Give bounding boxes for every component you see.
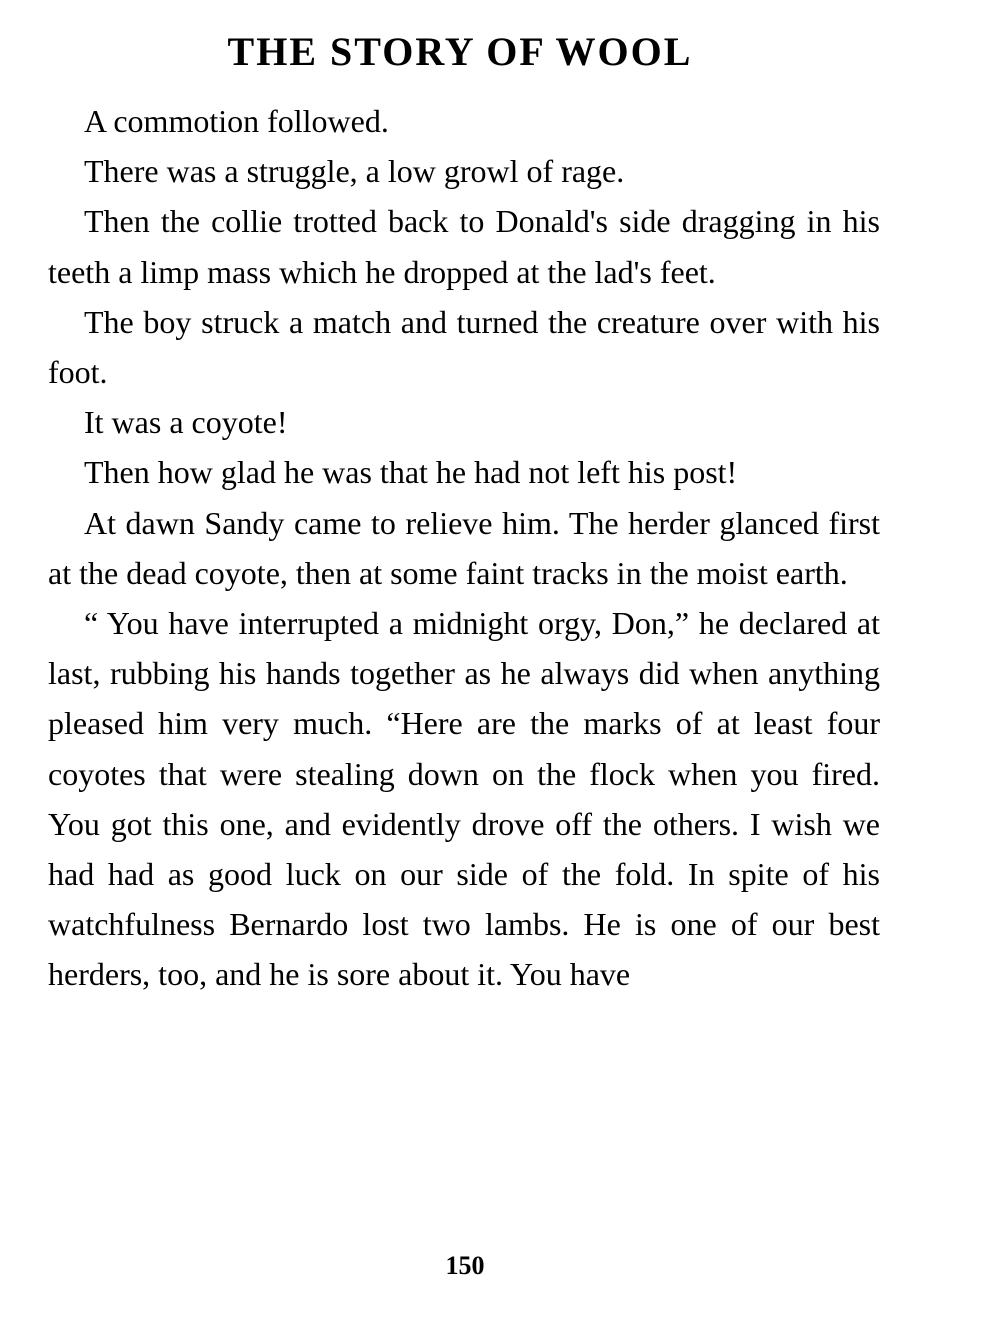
body-text — [48, 96, 880, 1000]
page-number: 150 — [445, 1251, 485, 1280]
paragraph: Then the collie trotted back to Donald's side dragging in his teeth a limp mass which he dropped at the lad's feet. — [48, 203, 880, 290]
paragraph: Then how glad he was that he had not left his post! — [84, 454, 738, 491]
paragraph: A commotion followed. — [84, 103, 389, 139]
paragraph: It was a coyote! — [84, 404, 288, 441]
running-head: THE STORY OF WOOL — [227, 29, 693, 74]
paragraph: “ You have interrupted a midnight orgy, Don,” he declared at last, rubbing his hands together as he always did when anything pleased him very much. “Here are the marks of at least four coyotes that were stealing down on the flock when you fired. You got this one, and evidently drove off the others. I wish we had had as good luck on our side of the fold. In spite of his watchfulness Bernardo lost two lambs. He is one of our best herders, too, and he is sore about it. You have — [48, 605, 880, 993]
paragraph: There was a struggle, a low growl of rage. — [84, 153, 625, 190]
paragraph: The boy struck a match and turned the creature over with his foot. — [48, 303, 880, 391]
paragraph: At dawn Sandy came to relieve him. The herder glanced first at the dead coyote, then at some faint tracks in the moist earth. — [48, 504, 880, 591]
